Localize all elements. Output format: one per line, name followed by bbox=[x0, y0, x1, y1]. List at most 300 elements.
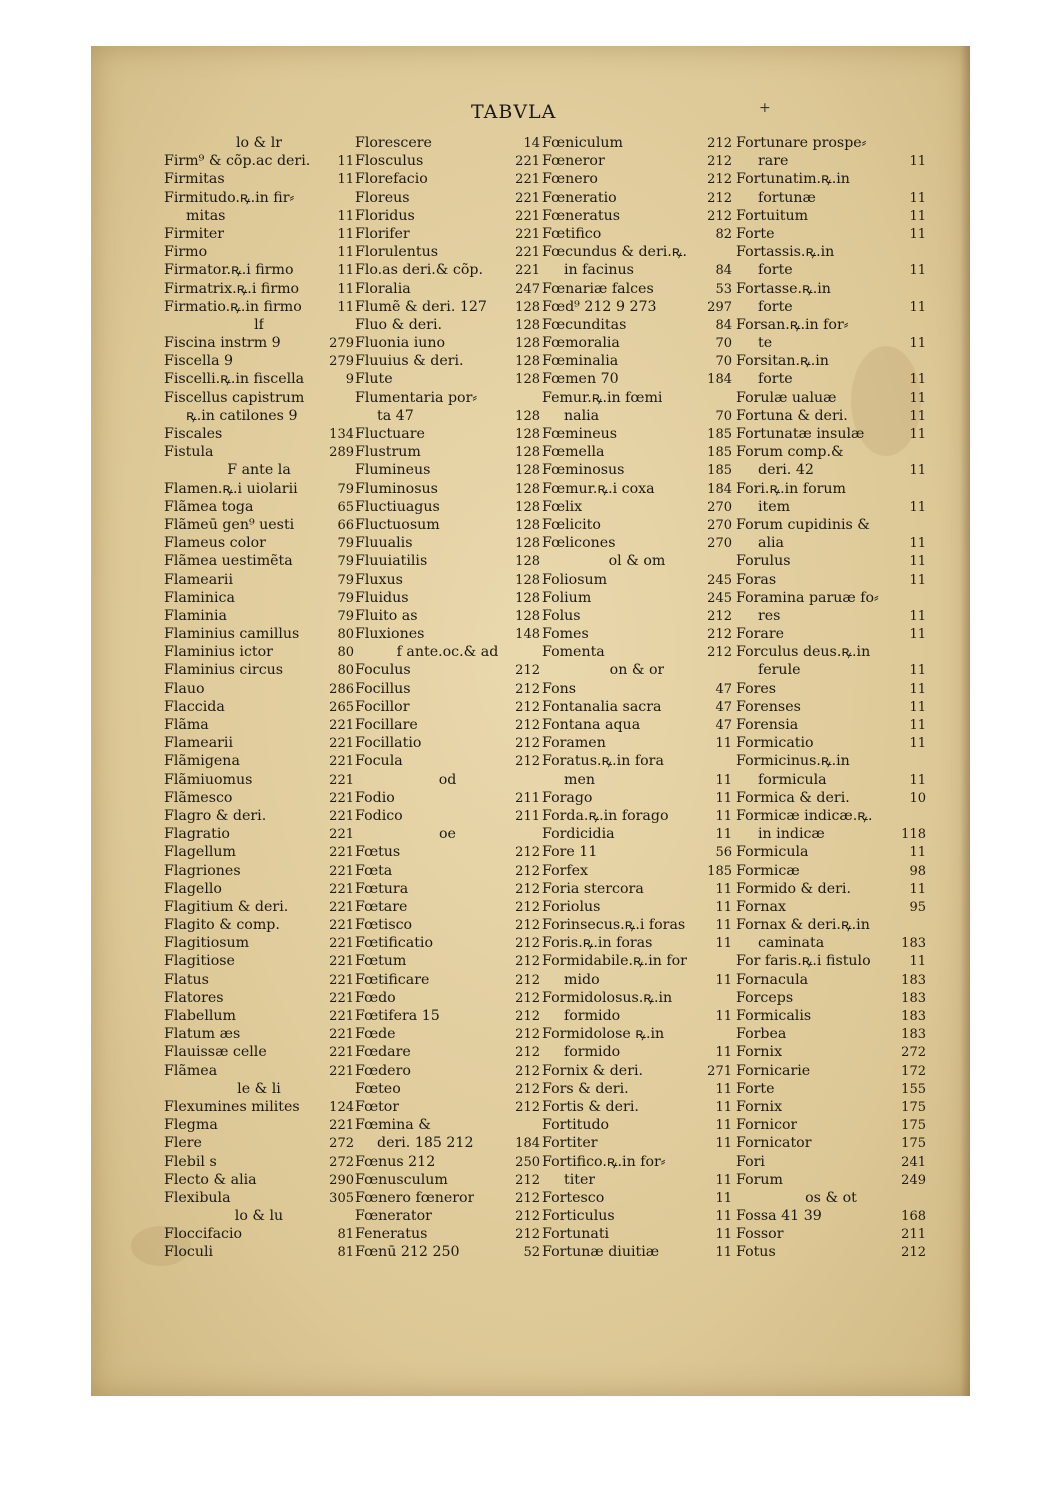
index-entry bbox=[736, 880, 926, 898]
entry-term: Foria stercora bbox=[542, 880, 644, 897]
index-entry bbox=[164, 771, 354, 789]
index-entry bbox=[542, 370, 732, 388]
entry-page-ref: 11 bbox=[715, 1245, 732, 1261]
index-entry bbox=[164, 243, 354, 261]
index-entry bbox=[736, 1171, 926, 1189]
index-entry bbox=[736, 334, 926, 352]
index-entry bbox=[736, 407, 926, 425]
entry-page-ref: 128 bbox=[515, 445, 540, 461]
entry-term: Fistula bbox=[164, 444, 214, 461]
index-entry bbox=[542, 1153, 732, 1171]
entry-term: res bbox=[758, 607, 781, 624]
entry-term: Fœdero bbox=[355, 1062, 411, 1079]
entry-page-ref: 155 bbox=[901, 1081, 926, 1097]
entry-term: Fortuna & deri. bbox=[736, 407, 848, 424]
index-entry bbox=[542, 698, 732, 716]
entry-term: Fiscina instrm 9 bbox=[164, 335, 281, 352]
section-heading bbox=[355, 643, 540, 661]
entry-term: Fœtus bbox=[355, 844, 401, 861]
entry-page-ref: 95 bbox=[909, 899, 926, 915]
index-entry bbox=[736, 589, 926, 607]
entry-page-ref: 221 bbox=[329, 808, 354, 824]
index-entry bbox=[736, 752, 926, 770]
index-entry bbox=[355, 734, 540, 752]
index-entry bbox=[542, 934, 732, 952]
entry-page-ref: 212 bbox=[515, 899, 540, 915]
entry-term: Fontana aqua bbox=[542, 717, 641, 733]
entry-page-ref: 80 bbox=[337, 645, 354, 661]
entry-term: Formicæ bbox=[736, 862, 800, 879]
entry-term: Fossor bbox=[736, 1226, 784, 1243]
entry-term: Flatum æs bbox=[164, 1026, 241, 1043]
entry-page-ref: 183 bbox=[901, 990, 926, 1006]
entry-term: Flaminia bbox=[164, 607, 227, 624]
index-entry bbox=[164, 261, 354, 279]
entry-page-ref: 11 bbox=[909, 663, 926, 679]
entry-term: Fœtifera 15 bbox=[355, 1008, 440, 1024]
entry-page-ref: 221 bbox=[329, 972, 354, 988]
index-entry bbox=[355, 261, 540, 279]
entry-page-ref: 212 bbox=[515, 1081, 540, 1097]
entry-term: Fornicarie bbox=[736, 1062, 811, 1079]
index-entry bbox=[542, 625, 732, 643]
entry-page-ref: 11 bbox=[909, 372, 926, 388]
index-entry bbox=[355, 1025, 540, 1043]
entry-term: Fortunæ diuitiæ bbox=[542, 1244, 660, 1261]
entry-term: Fotus bbox=[736, 1244, 776, 1261]
entry-term: forte bbox=[758, 262, 793, 279]
index-entry bbox=[736, 134, 926, 152]
index-entry bbox=[355, 534, 540, 552]
entry-page-ref: 212 bbox=[515, 1190, 540, 1206]
index-entry bbox=[736, 370, 926, 388]
entry-page-ref: 289 bbox=[329, 445, 354, 461]
entry-term: Fluualis bbox=[355, 535, 413, 552]
entry-page-ref: 11 bbox=[715, 736, 732, 752]
index-entry bbox=[164, 1025, 354, 1043]
index-entry bbox=[164, 152, 354, 170]
entry-term: Flumẽ & deri. 127 bbox=[355, 298, 487, 315]
index-entry bbox=[355, 1043, 540, 1061]
index-entry bbox=[164, 1189, 354, 1207]
index-entry bbox=[164, 225, 354, 243]
entry-term: Florulentus bbox=[355, 244, 439, 261]
index-entry bbox=[736, 1062, 926, 1080]
index-entry bbox=[736, 461, 926, 479]
entry-page-ref: 128 bbox=[515, 299, 540, 315]
entry-page-ref: 128 bbox=[515, 608, 540, 624]
entry-term: Fœminalia bbox=[542, 353, 619, 370]
index-entry bbox=[736, 771, 926, 789]
entry-term: Focillor bbox=[355, 698, 410, 715]
entry-term: Fomenta bbox=[542, 644, 605, 661]
index-entry bbox=[736, 516, 926, 534]
entry-page-ref: 211 bbox=[515, 808, 540, 824]
index-entry bbox=[542, 971, 732, 989]
entry-term: Fornix & deri. bbox=[542, 1062, 644, 1079]
entry-page-ref: 221 bbox=[515, 208, 540, 224]
entry-term: Fœdo bbox=[355, 989, 396, 1006]
index-entry bbox=[355, 898, 540, 916]
index-entry bbox=[542, 1225, 732, 1243]
index-entry bbox=[355, 134, 540, 152]
entry-page-ref: 53 bbox=[715, 281, 732, 297]
entry-term: Femur.ꝶ.in fœmi bbox=[542, 389, 663, 406]
entry-page-ref: 212 bbox=[707, 645, 732, 661]
entry-page-ref: 212 bbox=[707, 172, 732, 188]
entry-term: Firmator.ꝶ.i firmo bbox=[164, 262, 294, 279]
entry-page-ref: 212 bbox=[707, 608, 732, 624]
entry-term: Fœnusculum bbox=[355, 1171, 448, 1188]
entry-page-ref: 128 bbox=[515, 481, 540, 497]
entry-term: Fortunatim.ꝶ.in bbox=[736, 171, 850, 188]
index-entry bbox=[736, 1225, 926, 1243]
entry-page-ref: 221 bbox=[329, 845, 354, 861]
index-entry bbox=[355, 207, 540, 225]
entry-term: on & or bbox=[609, 662, 665, 679]
index-entry bbox=[164, 280, 354, 298]
entry-term: Flexibula bbox=[164, 1189, 231, 1206]
entry-term: Fœtificare bbox=[355, 971, 430, 988]
entry-term: Fœmina & bbox=[355, 1117, 431, 1134]
entry-page-ref: 128 bbox=[515, 317, 540, 333]
section-heading bbox=[164, 134, 354, 152]
entry-term: Formidabile.ꝶ.in for bbox=[542, 953, 687, 970]
index-entry bbox=[164, 752, 354, 770]
entry-term: Formidolose ꝶ.in bbox=[542, 1026, 665, 1043]
entry-page-ref: 221 bbox=[515, 154, 540, 170]
entry-page-ref: 241 bbox=[901, 1154, 926, 1170]
index-entry bbox=[355, 298, 540, 316]
entry-page-ref: 212 bbox=[515, 663, 540, 679]
entry-page-ref: 11 bbox=[715, 1099, 732, 1115]
entry-term: Flãmigena bbox=[164, 753, 240, 770]
entry-page-ref: 79 bbox=[337, 572, 354, 588]
entry-page-ref: 212 bbox=[515, 972, 540, 988]
index-entry bbox=[355, 443, 540, 461]
index-entry bbox=[542, 1189, 732, 1207]
index-entry bbox=[164, 589, 354, 607]
entry-term: Flebil s bbox=[164, 1153, 217, 1170]
entry-page-ref: 212 bbox=[515, 1099, 540, 1115]
entry-term: ferule bbox=[758, 662, 801, 679]
entry-page-ref: 148 bbox=[515, 627, 540, 643]
entry-term: Forculus deus.ꝶ.in bbox=[736, 644, 871, 661]
index-entry bbox=[736, 207, 926, 225]
index-entry bbox=[164, 680, 354, 698]
index-entry bbox=[164, 1043, 354, 1061]
entry-term: nalia bbox=[564, 407, 600, 424]
entry-term: Forticulus bbox=[542, 1208, 615, 1225]
index-entry bbox=[355, 1062, 540, 1080]
index-entry bbox=[355, 280, 540, 298]
index-entry bbox=[164, 989, 354, 1007]
entry-term: Fornax & deri.ꝶ.in bbox=[736, 917, 870, 934]
entry-term: Fluidus bbox=[355, 589, 409, 606]
entry-term: Firmitudo.ꝶ.in fir⸗ bbox=[164, 189, 295, 206]
entry-page-ref: 56 bbox=[715, 845, 732, 861]
entry-term: Firmatio.ꝶ.in firmo bbox=[164, 298, 302, 315]
entry-term: Fœnero fœneror bbox=[355, 1189, 475, 1206]
index-entry bbox=[736, 170, 926, 188]
entry-page-ref: 221 bbox=[329, 827, 354, 843]
entry-page-ref: 11 bbox=[909, 190, 926, 206]
entry-term: mitas bbox=[186, 207, 226, 224]
entry-term: item bbox=[758, 498, 791, 515]
entry-term: Feneratus bbox=[355, 1226, 428, 1243]
entry-page-ref: 185 bbox=[707, 445, 732, 461]
index-entry bbox=[736, 1153, 926, 1171]
index-entry bbox=[355, 1116, 540, 1134]
index-entry bbox=[736, 1243, 926, 1261]
index-entry bbox=[542, 825, 732, 843]
entry-page-ref: 245 bbox=[707, 590, 732, 606]
index-entry bbox=[355, 862, 540, 880]
entry-term: alia bbox=[758, 535, 784, 552]
index-entry bbox=[355, 607, 540, 625]
entry-term: Flustrum bbox=[355, 444, 421, 461]
index-entry bbox=[542, 389, 732, 407]
entry-page-ref: 286 bbox=[329, 681, 354, 697]
index-entry bbox=[164, 207, 354, 225]
index-entry bbox=[355, 880, 540, 898]
index-entry bbox=[355, 916, 540, 934]
index-entry bbox=[736, 443, 926, 461]
entry-page-ref: 221 bbox=[329, 1063, 354, 1079]
entry-page-ref: 212 bbox=[515, 736, 540, 752]
entry-term: Fortassis.ꝶ.in bbox=[736, 244, 835, 261]
entry-term: Forte bbox=[736, 1080, 775, 1097]
entry-page-ref: 11 bbox=[909, 954, 926, 970]
entry-term: Fomes bbox=[542, 626, 589, 643]
entry-term: Fœtum bbox=[355, 953, 407, 970]
entry-term: Focula bbox=[355, 753, 403, 770]
entry-page-ref: 183 bbox=[901, 1009, 926, 1024]
index-entry bbox=[355, 389, 540, 407]
entry-term: Flagello bbox=[164, 880, 222, 897]
index-column-3 bbox=[542, 134, 732, 1262]
index-entry bbox=[542, 571, 732, 589]
entry-page-ref: 175 bbox=[901, 1136, 926, 1152]
entry-term: For faris.ꝶ.i fistulo bbox=[736, 953, 871, 970]
entry-term: Fœlicones bbox=[542, 535, 616, 552]
entry-term: Fortuitum bbox=[736, 207, 809, 224]
entry-term: Fodio bbox=[355, 789, 395, 806]
entry-page-ref: 79 bbox=[337, 536, 354, 552]
entry-term: Fontanalia sacra bbox=[542, 698, 662, 715]
index-entry bbox=[736, 1025, 926, 1043]
entry-page-ref: 212 bbox=[515, 863, 540, 879]
index-entry bbox=[355, 1153, 540, 1171]
entry-term: Foramina paruæ fo⸗ bbox=[736, 589, 879, 606]
index-entry bbox=[355, 316, 540, 334]
entry-page-ref: 249 bbox=[901, 1172, 926, 1188]
entry-term: Florefacio bbox=[355, 171, 428, 188]
entry-term: Fœnariæ falces bbox=[542, 280, 654, 297]
entry-term: Forinsecus.ꝶ.i foras bbox=[542, 917, 686, 934]
index-entry bbox=[164, 516, 354, 534]
entry-term: Fori bbox=[736, 1153, 765, 1170]
index-entry bbox=[355, 1171, 540, 1189]
folio-mark: + bbox=[759, 100, 771, 116]
entry-page-ref: 183 bbox=[901, 936, 926, 952]
index-entry bbox=[542, 1043, 732, 1061]
entry-term: Flagitiose bbox=[164, 953, 235, 970]
entry-page-ref: 11 bbox=[909, 718, 926, 733]
entry-page-ref: 11 bbox=[909, 608, 926, 624]
index-entry bbox=[736, 498, 926, 516]
entry-page-ref: 212 bbox=[515, 699, 540, 715]
entry-term: Firmitas bbox=[164, 171, 225, 188]
index-entry bbox=[542, 170, 732, 188]
entry-term: Fortis & deri. bbox=[542, 1098, 639, 1115]
index-entry bbox=[164, 625, 354, 643]
entry-term: Floralia bbox=[355, 280, 411, 297]
entry-term: Forulæ ualuæ bbox=[736, 389, 837, 406]
index-entry bbox=[736, 243, 926, 261]
entry-page-ref: 221 bbox=[329, 899, 354, 915]
entry-term: Fœnerator bbox=[355, 1208, 432, 1225]
entry-page-ref: 279 bbox=[329, 336, 354, 352]
entry-page-ref: 270 bbox=[707, 536, 732, 552]
entry-term: Fornicator bbox=[736, 1135, 812, 1152]
entry-page-ref: 245 bbox=[707, 572, 732, 588]
index-entry bbox=[542, 989, 732, 1007]
entry-term: Fœneror bbox=[542, 153, 605, 170]
entry-term: Fortifico.ꝶ.in for⸗ bbox=[542, 1153, 666, 1170]
entry-page-ref: 212 bbox=[515, 936, 540, 952]
entry-term: Fœmoralia bbox=[542, 335, 620, 352]
entry-term: Flabellum bbox=[164, 1008, 236, 1024]
entry-term: Fossa 41 39 bbox=[736, 1208, 822, 1225]
index-entry bbox=[164, 898, 354, 916]
entry-term: te bbox=[758, 335, 773, 352]
entry-page-ref: 212 bbox=[515, 718, 540, 733]
index-entry bbox=[164, 407, 354, 425]
index-entry bbox=[542, 771, 732, 789]
index-entry bbox=[355, 661, 540, 679]
entry-page-ref: 272 bbox=[329, 1154, 354, 1170]
entry-term: Fornacula bbox=[736, 971, 809, 988]
entry-term: Forare bbox=[736, 626, 785, 643]
entry-term: Fœmineus bbox=[542, 426, 618, 442]
section-heading bbox=[736, 1189, 926, 1207]
index-entry bbox=[164, 643, 354, 661]
entry-term: Forum cupidinis & bbox=[736, 516, 870, 533]
index-entry bbox=[542, 298, 732, 316]
index-entry bbox=[164, 952, 354, 970]
entry-page-ref: 11 bbox=[909, 772, 926, 788]
index-entry bbox=[164, 1062, 354, 1080]
entry-term: formicula bbox=[758, 771, 827, 788]
entry-term: Flaminius ictor bbox=[164, 644, 273, 661]
entry-page-ref: 184 bbox=[707, 372, 732, 388]
entry-term: Flamearii bbox=[164, 571, 234, 588]
index-entry bbox=[355, 480, 540, 498]
index-entry bbox=[736, 189, 926, 207]
entry-page-ref: 65 bbox=[337, 499, 354, 515]
entry-term: lo & lu bbox=[234, 1208, 284, 1225]
entry-page-ref: 128 bbox=[515, 427, 540, 442]
entry-page-ref: 11 bbox=[337, 281, 354, 297]
entry-page-ref: 128 bbox=[515, 572, 540, 588]
entry-page-ref: 221 bbox=[329, 772, 354, 788]
index-entry bbox=[736, 1207, 926, 1225]
entry-page-ref: 70 bbox=[715, 336, 732, 352]
entry-term: Fluuiatilis bbox=[355, 553, 428, 570]
index-entry bbox=[164, 571, 354, 589]
index-entry bbox=[542, 352, 732, 370]
entry-page-ref: 185 bbox=[707, 427, 732, 442]
index-entry bbox=[355, 225, 540, 243]
entry-page-ref: 305 bbox=[329, 1190, 354, 1206]
index-entry bbox=[164, 1225, 354, 1243]
index-entry bbox=[164, 298, 354, 316]
entry-term: f ante.oc.& ad bbox=[396, 644, 499, 661]
entry-page-ref: 11 bbox=[715, 772, 732, 788]
index-entry bbox=[164, 425, 354, 443]
index-entry bbox=[164, 443, 354, 461]
index-entry bbox=[355, 807, 540, 825]
entry-page-ref: 11 bbox=[909, 463, 926, 479]
index-entry bbox=[355, 571, 540, 589]
entry-term: Fordicidia bbox=[542, 826, 615, 843]
entry-page-ref: 212 bbox=[707, 208, 732, 224]
entry-term: Flexumines milites bbox=[164, 1098, 300, 1115]
entry-page-ref: 212 bbox=[515, 681, 540, 697]
index-entry bbox=[164, 607, 354, 625]
entry-page-ref: 247 bbox=[515, 281, 540, 297]
index-entry bbox=[164, 1098, 354, 1116]
entry-term: ol & om bbox=[608, 553, 666, 570]
index-entry bbox=[355, 407, 540, 425]
entry-page-ref: 128 bbox=[515, 499, 540, 515]
entry-page-ref: 221 bbox=[329, 754, 354, 770]
index-entry bbox=[355, 334, 540, 352]
index-column-2 bbox=[355, 134, 540, 1262]
entry-page-ref: 124 bbox=[329, 1099, 354, 1115]
entry-term: in facinus bbox=[564, 262, 634, 279]
entry-term: Formicalis bbox=[736, 1008, 812, 1024]
index-entry bbox=[736, 698, 926, 716]
page-edge-shadow bbox=[960, 46, 970, 1396]
entry-term: Fœlix bbox=[542, 498, 583, 515]
entry-page-ref: 52 bbox=[523, 1245, 540, 1261]
entry-term: rare bbox=[758, 153, 789, 170]
index-entry bbox=[736, 825, 926, 843]
index-entry bbox=[542, 1098, 732, 1116]
index-entry bbox=[164, 480, 354, 498]
entry-term: Forum comp.& bbox=[736, 444, 844, 461]
entry-term: Flãmesco bbox=[164, 789, 233, 806]
index-entry bbox=[542, 134, 732, 152]
entry-page-ref: 212 bbox=[515, 1027, 540, 1043]
entry-page-ref: 11 bbox=[715, 808, 732, 824]
entry-term: Fluxus bbox=[355, 571, 403, 588]
index-entry bbox=[736, 607, 926, 625]
entry-term: Foramen bbox=[542, 735, 606, 752]
entry-term: Foras bbox=[736, 571, 777, 588]
entry-page-ref: 185 bbox=[707, 863, 732, 879]
entry-page-ref: 11 bbox=[715, 881, 732, 897]
index-entry bbox=[736, 971, 926, 989]
entry-page-ref: 270 bbox=[707, 517, 732, 533]
entry-page-ref: 221 bbox=[515, 190, 540, 206]
entry-term: Fortesco bbox=[542, 1189, 605, 1206]
entry-term: Firmiter bbox=[164, 225, 225, 242]
section-heading bbox=[355, 771, 540, 789]
index-column-1 bbox=[164, 134, 354, 1262]
